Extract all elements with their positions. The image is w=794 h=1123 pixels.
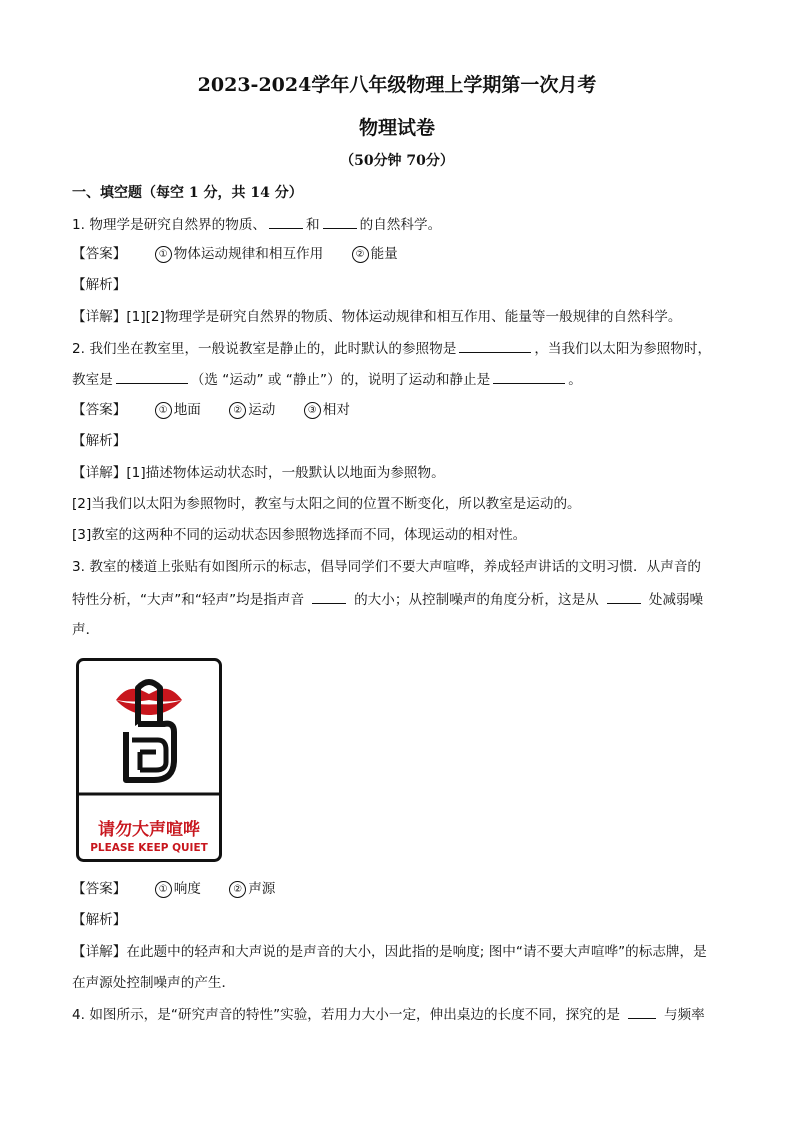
answer-label: 【答案】	[72, 402, 127, 418]
question-text: 教室的楼道上张贴有如图所示的标志，倡导同学们不要大声喧哗，养成轻声讲话的文明习惯．从声音的	[89, 559, 702, 575]
question-text: 。	[568, 372, 582, 388]
analysis-label: 【解析】	[72, 433, 127, 449]
section-heading: 一、填空题（每空 1 分，共 14 分）	[72, 185, 303, 201]
question-number: 4.	[72, 1007, 85, 1023]
answer-blank	[312, 589, 346, 604]
answer-blank	[459, 338, 531, 353]
question-number: 1.	[72, 217, 85, 233]
question-text: 物理学是研究自然界的物质、	[89, 217, 267, 233]
question-text: 声．	[72, 622, 100, 638]
answer-item: ① 物体运动规律和相互作用	[155, 244, 324, 264]
answer-blank	[607, 589, 641, 604]
answer-row	[72, 879, 732, 899]
sign-text-en: PLEASE KEEP QUIET	[90, 842, 208, 854]
question-text: 特性分析，“大声”和“轻声”均是指声音	[72, 592, 305, 608]
question-text: 如图所示，是“研究声音的特性”实验，若用力大小一定，伸出桌边的长度不同，探究的是	[89, 1007, 620, 1023]
question-4	[72, 1004, 732, 1025]
question-text: 的大小；从控制噪声的角度分析，这是从	[354, 592, 599, 608]
question-text: （选 “运动” 或 “静止”）的，说明了运动和静止是	[190, 372, 491, 388]
question-2-cont	[72, 369, 732, 390]
analysis-label: 【解析】	[72, 912, 127, 928]
answer-item: ① 地面	[155, 400, 201, 420]
answer-blank	[269, 214, 303, 229]
answer-item: ① 响度	[155, 879, 201, 899]
question-3-cont	[72, 589, 732, 610]
finger-tip	[138, 682, 160, 688]
question-text: 的自然科学。	[359, 217, 442, 233]
answer-item: ② 声源	[229, 879, 275, 899]
answer-row	[72, 244, 732, 264]
detail-label: 【详解】	[72, 944, 127, 960]
detail-text: [1][2]物理学是研究自然界的物质、物体运动规律和相互作用、能量等一般规律的自然科学。	[126, 309, 682, 325]
detail-label: 【详解】	[72, 309, 127, 325]
question-3	[72, 557, 732, 577]
detail-row	[72, 463, 732, 483]
keep-quiet-sign	[76, 658, 222, 862]
answer-item: ② 运动	[229, 400, 275, 420]
question-text: 教室是	[72, 372, 113, 388]
question-text: 我们坐在教室里，一般说教室是静止的，此时默认的参照物是	[89, 341, 457, 357]
question-text: 与频率	[663, 1007, 705, 1023]
question-number: 3.	[72, 559, 85, 575]
question-text: ，当我们以太阳为参照物时，	[534, 341, 712, 357]
answer-blank	[493, 369, 565, 384]
detail-row	[72, 307, 732, 327]
question-number: 2.	[72, 341, 85, 357]
question-text: 和	[306, 217, 320, 233]
detail-text: 在声源处控制噪声的产生．	[72, 975, 236, 991]
exam-meta: （50分钟 70分）	[340, 153, 454, 169]
detail-row	[72, 942, 732, 962]
answer-blank	[116, 369, 188, 384]
answer-label: 【答案】	[72, 881, 127, 897]
detail-text: [1]描述物体运动状态时，一般默认以地面为参照物。	[126, 465, 445, 481]
analysis-label: 【解析】	[72, 277, 127, 293]
answer-label: 【答案】	[72, 246, 127, 262]
detail-text: [3]教室的这两种不同的运动状态因参照物选择而不同，体现运动的相对性。	[72, 527, 527, 543]
detail-label: 【详解】	[72, 465, 127, 481]
sign-text-cn: 请勿大声喧哗	[98, 820, 200, 840]
answer-blank	[628, 1004, 656, 1019]
answer-item: ② 能量	[352, 244, 398, 264]
exam-title: 2023-2024学年八年级物理上学期第一次月考	[197, 74, 597, 96]
detail-text: [2]当我们以太阳为参照物时，教室与太阳之间的位置不断变化，所以教室是运动的。	[72, 496, 581, 512]
question-text: 处减弱噪	[648, 592, 704, 608]
exam-subtitle: 物理试卷	[358, 117, 435, 139]
answer-blank	[323, 214, 357, 229]
answer-row	[72, 400, 732, 420]
detail-text: 在此题中的轻声和大声说的是声音的大小，因此指的是响度; 图中“请不要大声喧哗”的标志牌，是	[126, 944, 707, 960]
question-1	[72, 214, 732, 235]
answer-item: ③ 相对	[304, 400, 350, 420]
question-2	[72, 338, 732, 359]
